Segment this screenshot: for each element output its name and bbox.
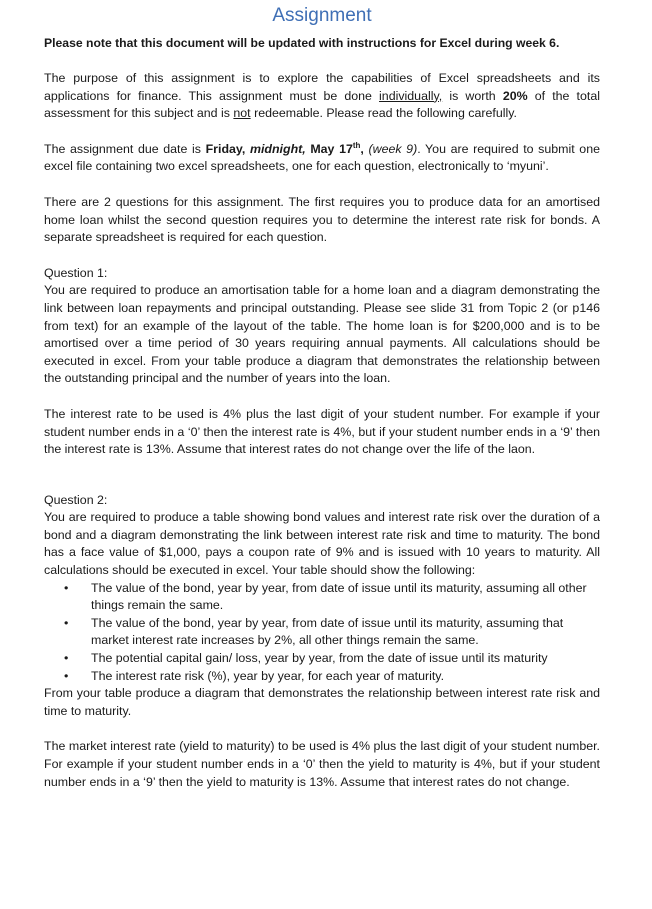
question-1-label: Question 1: xyxy=(44,265,108,280)
document-page xyxy=(44,4,600,791)
individually-underlined: individually, xyxy=(379,88,443,103)
bullet-icon: • xyxy=(64,651,69,666)
due-day: Friday, xyxy=(205,141,246,156)
page-title: Assignment xyxy=(272,5,372,26)
question-1-rate: The interest rate to be used is 4% plus the last digit of your student number. For example if your student number ends in a ‘0’ then the interest rate is 4%, but if your student number ends in a ‘9’ then the interest rate is 13%. Assume that interest rates do not change over the life of the laon. xyxy=(44,406,600,457)
list-item: • The value of the bond, year by year, from date of issue until its maturity, assuming all other things remain the same. xyxy=(64,580,587,613)
update-note: Please note that this document will be updated with instructions for Excel during week 6. xyxy=(44,36,560,50)
question-2-label: Question 2: xyxy=(44,492,108,507)
due-date-paragraph: The assignment due date is Friday, midnight, May 17th, (week 9). You are required to submit one excel file containing two excel spreadsheets, one for each question, electronically to ‘myuni’. xyxy=(44,140,600,174)
due-midnight: midnight, xyxy=(245,141,306,156)
list-item: • The potential capital gain/ loss, year by year, from the date of issue until its maturity xyxy=(44,650,600,668)
question-2-rate: The market interest rate (yield to maturity) to be used is 4% plus the last digit of your student number. For example if your student number ends in a ‘0’ then the yield to maturity is 4%, but if your student number ends in a ‘9’ then the yield to maturity is 13%. Assume that interest rates do not change. xyxy=(44,739,600,789)
intro-paragraph: The purpose of this assignment is to explore the capabilities of Excel spreadsheets and its applications for finance. This assignment must be done individually, is worth 20% of the total assessment for this subject and is not redeemable. Please read the following carefully. xyxy=(44,71,600,121)
question-1-body: You are required to produce an amortisation table for a home loan and a diagram demonstrating the link between loan repayments and principal outstanding. Please see slide 31 from Topic 2 (or p146 from text) for an example of the layout of the table. The home loan is for $200,000 and is to be amortised over a time period of 30 years requiring annual payments. All calculations should be executed in excel. From your table produce a diagram that demonstrates the relationship between the outstanding principal and the number of years into the loan. xyxy=(44,283,600,386)
bullet-icon: • xyxy=(64,615,69,630)
question-2-bullet-list xyxy=(44,580,600,686)
due-week: (week 9) xyxy=(363,141,418,156)
list-item: • The value of the bond, year by year, from date of issue until its maturity, assuming that market interest rate increases by 2%, all other things remain the same. xyxy=(64,615,564,648)
bullet-icon: • xyxy=(64,580,69,595)
due-date: May 17th, xyxy=(305,140,364,156)
question-2-after: From your table produce a diagram that demonstrates the relationship between interest rate risk and time to maturity. xyxy=(44,686,600,718)
list-item: • The interest rate risk (%), year by year, for each year of maturity. xyxy=(44,668,600,686)
not-underlined: not xyxy=(233,106,251,121)
bullet-icon: • xyxy=(64,668,69,683)
questions-intro-paragraph: There are 2 questions for this assignment. The first requires you to produce data for an amortised home loan whilst the second question requires you to determine the interest rate risk for bonds. A separate spreadsheet is required for each question. xyxy=(44,194,600,245)
weight-percent: 20% xyxy=(502,88,528,103)
question-2-body: You are required to produce a table showing bond values and interest rate risk over the duration of a bond and a diagram demonstrating the link between interest rate risk and time to maturity. The bond has a face value of $1,000, pays a coupon rate of 9% and is issued with 10 years to maturity. All calculations should be executed in excel. Your table should show the following: xyxy=(44,510,600,578)
